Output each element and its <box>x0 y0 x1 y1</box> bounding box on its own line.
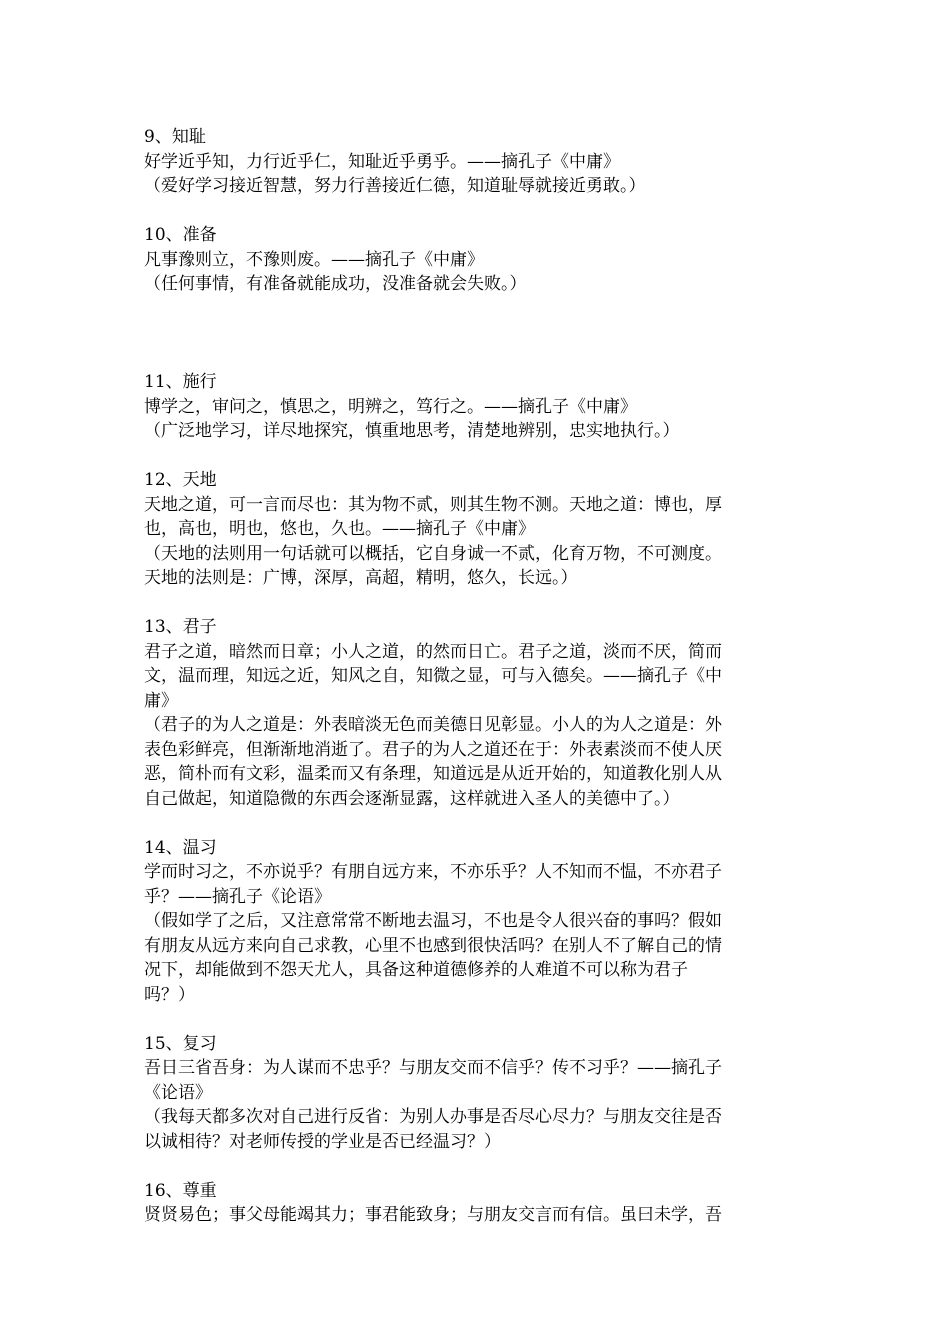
translation-line: 天地的法则是：广博，深厚，高超，精明，悠久，长远。） <box>144 568 578 588</box>
entry-15 <box>144 1032 804 1155</box>
entry-heading: 10、准备 <box>144 225 217 245</box>
quote-line: 学而时习之，不亦说乎？有朋自远方来，不亦乐乎？人不知而不愠，不亦君子 <box>144 862 722 882</box>
translation-line: 况下，却能做到不怨天尤人，具备这种道德修养的人难道不可以称为君子 <box>144 960 688 980</box>
translation-line: 自己做起，知道隐微的东西会逐渐显露，这样就进入圣人的美德中了。） <box>144 788 680 809</box>
translation-line: （假如学了之后，又注意常常不断地去温习，不也是令人很兴奋的事吗？假如 <box>144 911 722 931</box>
document-page <box>144 125 804 1228</box>
entry-12 <box>144 468 804 591</box>
translation-line: 恶，简朴而有文彩，温柔而又有条理，知道远是从近开始的，知道教化别人从 <box>144 764 722 784</box>
entry-heading: 15、复习 <box>144 1033 217 1054</box>
entry-9 <box>144 125 804 199</box>
entry-heading: 16、尊重 <box>144 1180 217 1201</box>
entry-16 <box>144 1179 804 1228</box>
entry-heading: 9、知耻 <box>144 127 206 147</box>
translation-line: （我每天都多次对自己进行反省：为别人办事是否尽心尽力？与朋友交往是否 <box>144 1107 722 1127</box>
entry-heading: 14、温习 <box>144 837 217 858</box>
translation-line: （爱好学习接近智慧，努力行善接近仁德，知道耻辱就接近勇敢。） <box>144 176 646 196</box>
entry-10 <box>144 223 804 297</box>
quote-line: 凡事豫则立，不豫则废。——摘孔子《中庸》 <box>144 249 484 270</box>
quote-line: 贤贤易色；事父母能竭其力；事君能致身；与朋友交言而有信。虽曰未学，吾 <box>144 1205 722 1225</box>
quote-line: 乎？——摘孔子《论语》 <box>144 886 331 907</box>
quote-line: 天地之道，可一言而尽也：其为物不贰，则其生物不测。天地之道：博也，厚 <box>144 494 722 515</box>
translation-line: 以诚相待？对老师传授的学业是否已经温习？） <box>144 1131 501 1152</box>
translation-line: （广泛地学习，详尽地探究，慎重地思考，清楚地辨别，忠实地执行。） <box>144 421 680 441</box>
quote-line: 吾日三省吾身：为人谋而不忠乎？与朋友交而不信乎？传不习乎？——摘孔子 <box>144 1058 722 1078</box>
quote-line: 也，高也，明也，悠也，久也。——摘孔子《中庸》 <box>144 519 535 539</box>
translation-line: （任何事情，有准备就能成功，没准备就会失败。） <box>144 274 527 294</box>
quote-line: 庸》 <box>144 690 178 711</box>
quote-line: 君子之道，暗然而日章；小人之道，的然而日亡。君子之道，淡而不厌，简而 <box>144 641 722 662</box>
quote-line: 文，温而理，知远之近，知风之自，知微之显，可与入德矣。——摘孔子《中 <box>144 666 722 686</box>
translation-line: 表色彩鲜亮，但渐渐地消逝了。君子的为人之道还在于：外表素淡而不使人厌 <box>144 739 722 760</box>
translation-line: 有朋友从远方来向自己求教，心里不也感到很快活吗？在别人不了解自己的情 <box>144 935 722 956</box>
quote-line: 好学近乎知，力行近乎仁，知耻近乎勇乎。——摘孔子《中庸》 <box>144 151 620 172</box>
translation-line: （天地的法则用一句话就可以概括，它自身诚一不贰，化育万物，不可测度。 <box>144 543 722 564</box>
entry-heading: 12、天地 <box>144 470 217 490</box>
entry-heading: 13、君子 <box>144 617 217 637</box>
entry-11 <box>144 370 804 444</box>
entry-13 <box>144 615 804 811</box>
quote-line: 《论语》 <box>144 1082 212 1103</box>
quote-line: 博学之，审问之，慎思之，明辨之，笃行之。——摘孔子《中庸》 <box>144 396 637 417</box>
entry-heading: 11、施行 <box>144 372 217 392</box>
translation-line: 吗？） <box>144 984 195 1005</box>
translation-line: （君子的为人之道是：外表暗淡无色而美德日见彰显。小人的为人之道是：外 <box>144 715 722 735</box>
entry-14 <box>144 836 804 1008</box>
